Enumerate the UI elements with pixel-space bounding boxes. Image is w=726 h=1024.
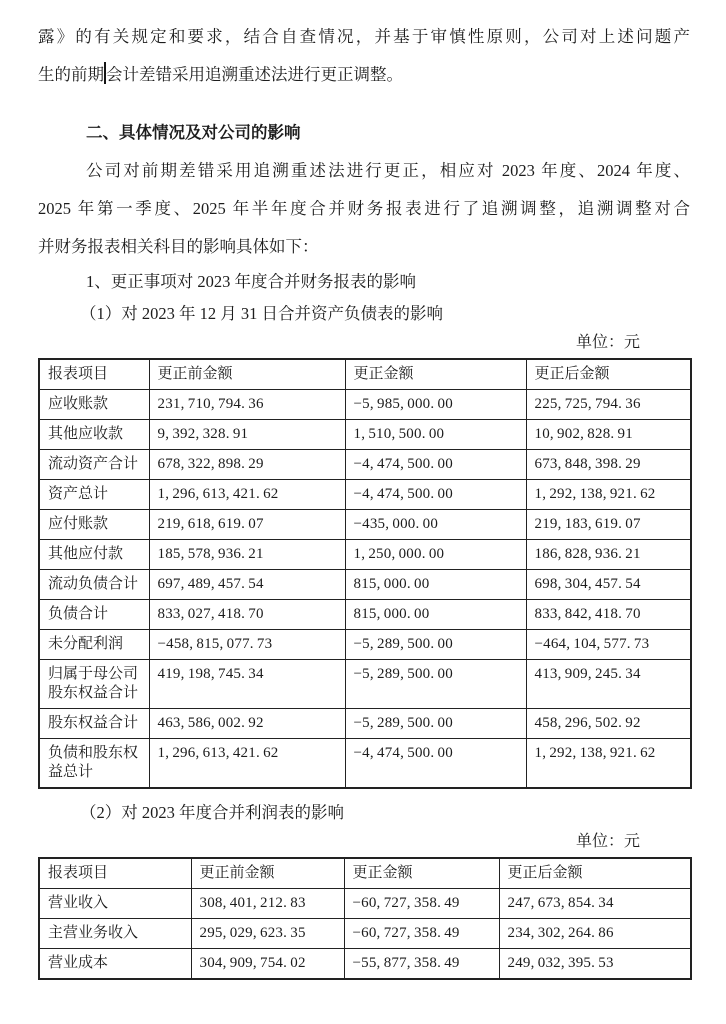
column-header: 更正前金额	[149, 359, 345, 390]
paragraph-line	[38, 56, 690, 94]
amount-cell: 1, 296, 613, 421. 62	[149, 480, 345, 510]
amount-cell: 225, 725, 794. 36	[526, 390, 691, 420]
column-header: 更正后金额	[499, 858, 691, 889]
table-row	[39, 420, 691, 450]
list-item-1-2: （2）对 2023 年度合并利润表的影响	[80, 803, 344, 822]
amount-cell: 10, 902, 828. 91	[526, 420, 691, 450]
table-header-row	[39, 858, 691, 889]
amount-cell: 231, 710, 794. 36	[149, 390, 345, 420]
amount-cell: 833, 027, 418. 70	[149, 600, 345, 630]
item-label-cell: 应收账款	[39, 390, 149, 420]
amount-cell: 1, 292, 138, 921. 62	[526, 480, 691, 510]
amount-cell: 9, 392, 328. 91	[149, 420, 345, 450]
income-statement-table	[38, 857, 692, 980]
paragraph-impact	[38, 152, 690, 266]
amount-cell: −4, 474, 500. 00	[345, 480, 526, 510]
amount-cell: −5, 289, 500. 00	[345, 709, 526, 739]
amount-cell: 295, 029, 623. 35	[191, 919, 344, 949]
amount-cell: −60, 727, 358. 49	[344, 889, 499, 919]
column-header: 报表项目	[39, 858, 191, 889]
amount-cell: 815, 000. 00	[345, 600, 526, 630]
paragraph-text: 生的前期	[38, 65, 104, 84]
amount-cell: 1, 296, 613, 421. 62	[149, 739, 345, 789]
amount-cell: −435, 000. 00	[345, 510, 526, 540]
amount-cell: −5, 985, 000. 00	[345, 390, 526, 420]
amount-cell: 249, 032, 395. 53	[499, 949, 691, 980]
item-label-cell: 负债合计	[39, 600, 149, 630]
table-row	[39, 450, 691, 480]
column-header: 更正后金额	[526, 359, 691, 390]
table-row	[39, 600, 691, 630]
table-row	[39, 570, 691, 600]
item-label-cell: 应付账款	[39, 510, 149, 540]
list-item-1: 1、更正事项对 2023 年度合并财务报表的影响	[86, 272, 416, 291]
amount-cell: 247, 673, 854. 34	[499, 889, 691, 919]
amount-cell: −55, 877, 358. 49	[344, 949, 499, 980]
item-label-cell: 流动负债合计	[39, 570, 149, 600]
amount-cell: 1, 250, 000. 00	[345, 540, 526, 570]
amount-cell: −60, 727, 358. 49	[344, 919, 499, 949]
amount-cell: −464, 104, 577. 73	[526, 630, 691, 660]
amount-cell: 697, 489, 457. 54	[149, 570, 345, 600]
amount-cell: −4, 474, 500. 00	[345, 450, 526, 480]
amount-cell: 698, 304, 457. 54	[526, 570, 691, 600]
amount-cell: 673, 848, 398. 29	[526, 450, 691, 480]
paragraph-text: 会计差错采用追溯重述法进行更正调整。	[106, 65, 403, 84]
table-row	[39, 949, 691, 980]
table-row	[39, 919, 691, 949]
amount-cell: −5, 289, 500. 00	[345, 660, 526, 709]
table-header-row	[39, 359, 691, 390]
table-row	[39, 390, 691, 420]
item-label-cell: 负债和股东权益总计	[39, 739, 149, 789]
balance-sheet-table	[38, 358, 692, 789]
table-row	[39, 480, 691, 510]
item-label-cell: 归属于母公司股东权益合计	[39, 660, 149, 709]
amount-cell: 186, 828, 936. 21	[526, 540, 691, 570]
item-label-cell: 流动资产合计	[39, 450, 149, 480]
column-header: 报表项目	[39, 359, 149, 390]
item-label-cell: 其他应收款	[39, 420, 149, 450]
paragraph-line: 露》的有关规定和要求，结合自查情况，并基于审慎性原则，公司对上述问题产	[38, 27, 690, 46]
table-row	[39, 709, 691, 739]
amount-cell: 219, 183, 619. 07	[526, 510, 691, 540]
amount-cell: 185, 578, 936. 21	[149, 540, 345, 570]
column-header: 更正前金额	[191, 858, 344, 889]
column-header: 更正金额	[345, 359, 526, 390]
paragraph-line: 2025 年第一季度、2025 年半年度合并财务报表进行了追溯调整，追溯调整对合	[38, 199, 690, 218]
amount-cell: 308, 401, 212. 83	[191, 889, 344, 919]
table-row	[39, 510, 691, 540]
amount-cell: 1, 292, 138, 921. 62	[526, 739, 691, 789]
amount-cell: 304, 909, 754. 02	[191, 949, 344, 980]
amount-cell: −4, 474, 500. 00	[345, 739, 526, 789]
item-label-cell: 其他应付款	[39, 540, 149, 570]
amount-cell: 833, 842, 418. 70	[526, 600, 691, 630]
unit-label: 单位：元	[575, 334, 640, 351]
amount-cell: 419, 198, 745. 34	[149, 660, 345, 709]
table-row	[39, 660, 691, 709]
amount-cell: 234, 302, 264. 86	[499, 919, 691, 949]
table-row	[39, 739, 691, 789]
paragraph-line: 并财务报表相关科目的影响具体如下：	[38, 237, 319, 256]
amount-cell: 458, 296, 502. 92	[526, 709, 691, 739]
item-label-cell: 主营业务收入	[39, 919, 191, 949]
table-row	[39, 540, 691, 570]
item-label-cell: 未分配利润	[39, 630, 149, 660]
amount-cell: 219, 618, 619. 07	[149, 510, 345, 540]
list-item-1-1: （1）对 2023 年 12 月 31 日合并资产负债表的影响	[80, 304, 443, 323]
paragraph-continued	[38, 18, 690, 94]
item-label-cell: 营业收入	[39, 889, 191, 919]
amount-cell: 815, 000. 00	[345, 570, 526, 600]
amount-cell: −5, 289, 500. 00	[345, 630, 526, 660]
column-header: 更正金额	[344, 858, 499, 889]
amount-cell: 1, 510, 500. 00	[345, 420, 526, 450]
table-row	[39, 630, 691, 660]
item-label-cell: 资产总计	[39, 480, 149, 510]
paragraph-line: 公司对前期差错采用追溯重述法进行更正，相应对 2023 年度、2024 年度、	[86, 161, 690, 180]
amount-cell: 413, 909, 245. 34	[526, 660, 691, 709]
item-label-cell: 营业成本	[39, 949, 191, 980]
table-row	[39, 889, 691, 919]
amount-cell: 463, 586, 002. 92	[149, 709, 345, 739]
section-heading: 二、具体情况及对公司的影响	[86, 123, 301, 142]
unit-label: 单位：元	[575, 833, 640, 850]
item-label-cell: 股东权益合计	[39, 709, 149, 739]
amount-cell: −458, 815, 077. 73	[149, 630, 345, 660]
amount-cell: 678, 322, 898. 29	[149, 450, 345, 480]
